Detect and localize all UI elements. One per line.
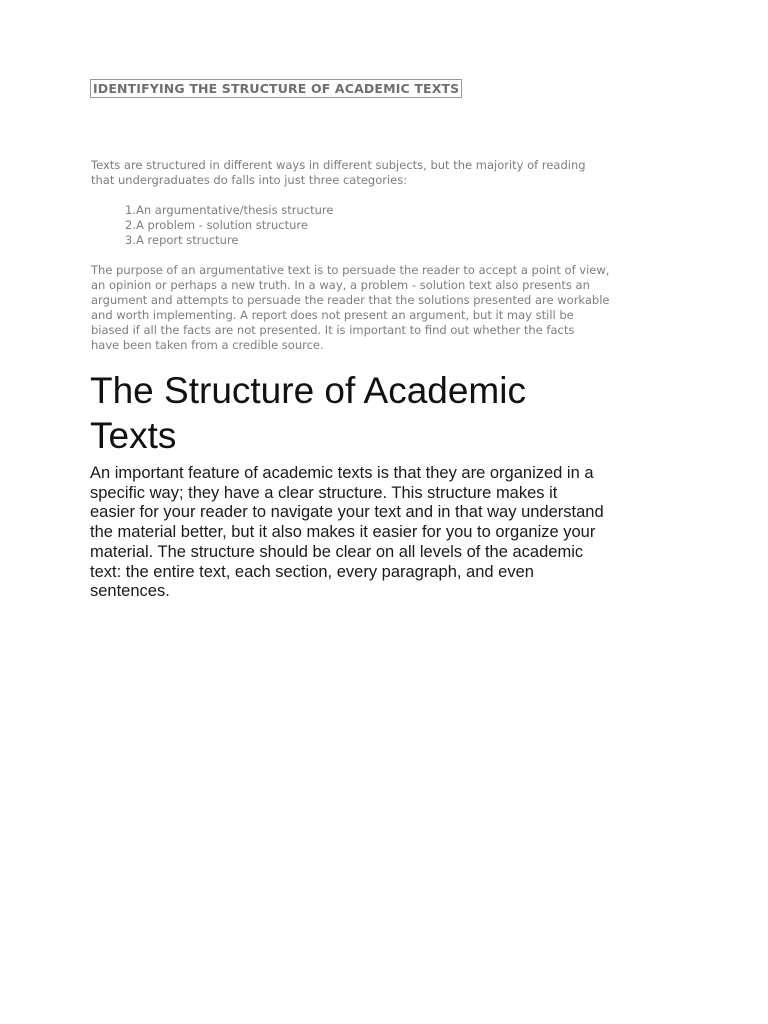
structure-types-list — [91, 203, 333, 248]
list-number: 2. — [125, 218, 136, 232]
list-number: 3. — [125, 233, 136, 247]
list-number: 1. — [125, 203, 136, 217]
heading-line: The Structure of Academic — [90, 370, 526, 411]
heading-line: Texts — [90, 415, 177, 456]
body-line: easier for your reader to navigate your text and in that way understand — [90, 503, 604, 522]
list-text: A problem - solution structure — [136, 218, 308, 232]
list-item — [91, 218, 333, 233]
body-line: text: the entire text, each section, every paragraph, and even — [90, 562, 534, 581]
list-text: A report structure — [136, 233, 239, 247]
boxed-title: IDENTIFYING THE STRUCTURE OF ACADEMIC TEXTS — [90, 79, 462, 98]
intro-line: Texts are structured in different ways in different subjects, but the majority of reading — [91, 158, 586, 172]
purpose-line: argument and attempts to persuade the reader that the solutions presented are workable — [91, 293, 610, 307]
list-item — [91, 233, 333, 248]
body-line: the material better, but it also makes it easier for you to organize your — [90, 523, 596, 542]
purpose-line: have been taken from a credible source. — [91, 338, 324, 352]
list-text: An argumentative/thesis structure — [136, 203, 334, 217]
purpose-paragraph — [91, 263, 691, 353]
body-line: specific way; they have a clear structure. This structure makes it — [90, 483, 558, 502]
body-line: An important feature of academic texts is that they are organized in a — [90, 464, 594, 482]
body-line: material. The structure should be clear on all levels of the academic — [90, 542, 584, 561]
purpose-line: biased if all the facts are not presented. It is important to find out whether the facts — [91, 323, 575, 337]
section-heading — [90, 368, 690, 458]
purpose-line: and worth implementing. A report does not present an argument, but it may still be — [91, 308, 574, 322]
intro-paragraph — [91, 158, 691, 188]
intro-line: that undergraduates do falls into just three categories: — [91, 173, 408, 187]
body-line: sentences. — [90, 582, 170, 601]
purpose-line: an opinion or perhaps a new truth. In a way, a problem - solution text also presents an — [91, 278, 590, 292]
purpose-line: The purpose of an argumentative text is to persuade the reader to accept a point of view, — [91, 263, 610, 277]
list-item — [91, 203, 333, 218]
body-paragraph — [90, 464, 710, 602]
